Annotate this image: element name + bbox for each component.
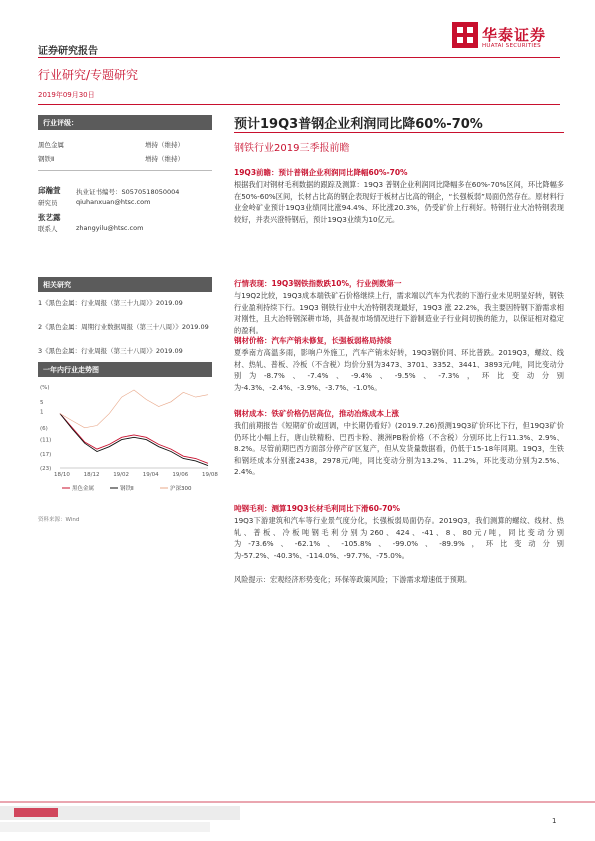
x-tick-label: 19/06 (172, 472, 189, 478)
footer-decoration (0, 796, 595, 841)
analyst-1-role: 研究员 (38, 199, 58, 207)
section-body: 19Q3下游建筑和汽车等行业景气度分化，长强板弱局面仍存。2019Q3，我们测算的螺纹、线材、热轧、普板、冷板吨钢毛利分别为260、424、-41、8、80元/吨，同比变动分别为-73.6%、-62.1%、-105.8%、-99.0%、-89.9%，环比变动分别为-57.2%、-40.3%、-114.0%、-97.7%、-75.0%。 (234, 516, 564, 560)
y-tick-label: (11) (40, 437, 52, 444)
related-item[interactable]: 3《黑色金属：行业周报（第三十八周）》2019.09 (38, 347, 183, 355)
title-divider (234, 132, 564, 133)
related-item[interactable]: 2《黑色金属：周期行业数据周报（第三十八周）》2019.09 (38, 323, 209, 331)
report-date: 2019年09月30日 (38, 91, 95, 99)
section-heading: 行情表现：19Q3钢铁指数跌10%，行业例数第一 (234, 279, 402, 288)
y-tick-label: (6) (40, 425, 48, 432)
y-tick-label: 5 (40, 399, 44, 406)
report-category: 行业研究/专题研究 (38, 68, 139, 82)
rating-title: 行业评级： (38, 115, 212, 130)
rating-value: 增持（维持） (145, 141, 184, 149)
x-tick-label: 19/08 (202, 472, 218, 478)
brand-name: 华泰证券 (482, 26, 547, 44)
related-item[interactable]: 1《黑色金属：行业周报（第三十九周）》2019.09 (38, 299, 183, 307)
series-line (60, 390, 208, 428)
analyst-2-name: 张艺露 (38, 213, 61, 222)
chart-source: 资料来源：Wind (38, 517, 80, 523)
analyst-1-email[interactable]: qiuhanxuan@htsc.com (76, 198, 151, 206)
related-title: 相关研究 (38, 277, 212, 292)
divider (38, 170, 212, 171)
chart-title: 一年内行业走势图 (38, 362, 212, 377)
section-body: 夏季南方高温多雨，影响户外施工，汽车产销未好转，19Q3钢价同、环比普跌。2019Q3，螺纹、线材、热轧、普板、冷板（不含税）均价分别为3473、3701、3352、3441、3893元/吨，同比变动分别为-8.7%、-7.4%、-9.4%、-9.5%、-7.3%，环比变动分别为-4.3%、-2.4%、-3.9%、-3.7%、-1.0%。 (234, 348, 564, 392)
analyst-2-role: 联系人 (38, 225, 58, 233)
legend-label: 沪深300 (170, 486, 192, 492)
section-body: 与19Q2比较，19Q3成本端铁矿石价格继续上行，需求端以汽车为代表的下游行业未见明显好转，钢铁行业盈利持续下行。19Q3 钢铁行业中大冶特钢表现最好，19Q3 涨 22.2%，我主要因特钢下游需求相对刚性，且大冶特钢深耕市场，具备视市场情况进行下游制造业子行业间切换的能力，以保证相对稳定的盈利。 (234, 291, 564, 335)
analyst-1-cert: 执业证书编号：S0570518050004 (76, 188, 180, 196)
section-body: 我们前期报告《短期矿价或回调，中长期仍看好》(2019.7.26)预测19Q3矿价环比下行，但19Q3矿价仍环比小幅上行，唐山铁精粉、巴西卡粉、澳洲PB粉价格（不含税）分别环比上行11.3%、2.9%、8.2%。尽管前期巴西方面部分停产矿区复产，但从发货量数据看，仍低于15-18年同期。19Q3，生铁和钢坯成本分别涨2438，2978元/吨，同比变动分别为13.2%、11.2%，环比变动分别为2.5%、2.4%。 (234, 421, 564, 477)
series-line (60, 414, 208, 464)
rating-name: 黑色金属 (38, 141, 64, 149)
y-tick-label: (%) (40, 385, 50, 391)
rating-row (38, 154, 212, 163)
report-type: 证券研究报告 (38, 46, 98, 57)
analyst-1-name: 邱瀚萱 (38, 186, 61, 195)
section-heading: 19Q3前瞻：预计普钢企业利润同比降幅60%-70% (234, 168, 408, 177)
huatai-logo-icon (452, 22, 478, 48)
legend-label: 钢铁Ⅱ (120, 486, 134, 492)
rating-value: 增持（维持） (145, 155, 184, 163)
section-heading: 钢材成本：铁矿价格仍居高位，推动冶炼成本上涨 (234, 409, 399, 418)
x-tick-label: 19/02 (113, 472, 130, 478)
section-body: 根据我们对钢材毛利数据的跟踪及测算：19Q3 普钢企业利润同比降幅多在60%-70%区间，环比降幅多在50%-60%区间，长材占比高的钢企表现好于板材占比高的钢企，“长强板弱”局面仍然存在。原材料行业金岭矿业预计19Q3业绩同比涨94.4%、环比涨20.3%，仍受矿价上行利好。特钢行业大冶特钢表现较好，并表兴澄特钢后，预计19Q3业绩为10亿元。 (234, 180, 564, 224)
x-tick-label: 18/12 (83, 472, 100, 478)
rating-name: 钢铁Ⅱ (38, 155, 55, 163)
analyst-2-email[interactable]: zhangyilu@htsc.com (76, 224, 144, 232)
header-divider (38, 57, 560, 58)
section-heading: 钢材价格：汽车产销未修复，长强板弱格局持续 (234, 336, 392, 345)
industry-trend-chart (38, 382, 218, 502)
y-tick-label: (17) (40, 451, 52, 458)
y-tick-label: (23) (40, 466, 52, 472)
risk-warning: 风险提示：宏观经济形势变化；环保等政策风险；下游需求增速低于预期。 (234, 575, 472, 584)
main-subtitle: 钢铁行业2019三季报前瞻 (234, 143, 350, 154)
brand-name-en: HUATAI SECURITIES (482, 43, 541, 49)
rating-row (38, 140, 212, 149)
y-tick-label: 1 (40, 409, 44, 416)
section-heading: 吨钢毛利：测算19Q3长材毛利同比下滑60-70% (234, 504, 401, 513)
x-tick-label: 18/10 (54, 472, 70, 478)
legend-label: 黑色金属 (72, 486, 95, 492)
main-title: 预计19Q3普钢企业利润同比降60%-70% (234, 117, 483, 132)
x-tick-label: 19/04 (142, 472, 159, 478)
header-divider-2 (38, 104, 560, 105)
page-number: 1 (552, 817, 557, 825)
